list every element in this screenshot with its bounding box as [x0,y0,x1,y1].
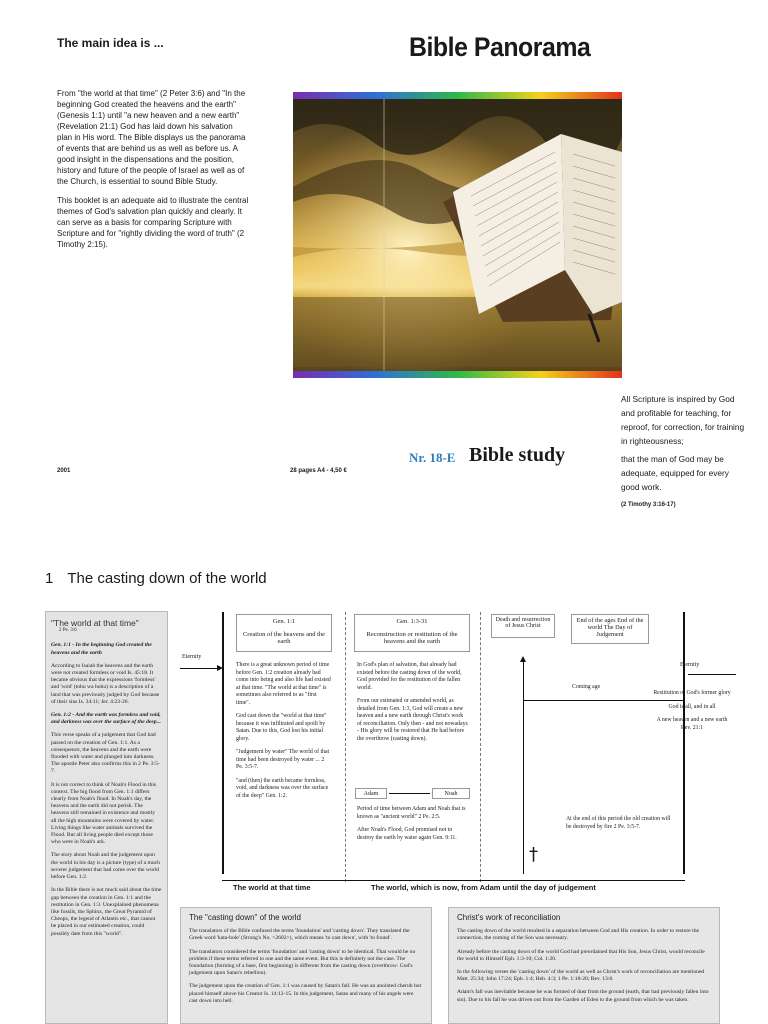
column-paragraph: God cast down the "world at that time" because it was infiltrated and spoilt by Satan. Due to this, God lost his initial glory. [236,713,327,742]
panel-paragraph: According to Isaiah the heavens and the earth were not created formless or void Is. 45:18. It became obvious that the expressions 'formless' and 'void' (tohu wa bohu) is a description of a land that was previously judged by God because of their sins Is. 34:11; Jer. 4:23-26. [51,662,160,705]
booklet-number: Nr. 18-E [409,450,456,465]
column-paragraph: From our estimated or amended world, as detailed from Gen. 1:3, God will create a new heaven and a new earth through Christ's work of reconciliation. Only then - and not nowadays - His glory will be restored that He had before the overthrow (casting down). [357,698,468,742]
box-reference: Gen. 1:3-31 [396,618,428,625]
booklet-subtitle: Bible study [469,444,566,466]
cross-icon: † [529,844,538,865]
panel-paragraph: The judgement upon the creation of Gen. 1:1 was caused by Satan's fall. He was an anointed cherub but placed himself above his Creator Is. 14:12-15. In this judgement, Satan and many of his angels were cast down into hell. [189,983,422,1004]
panel-paragraph: In the Bible there is not much said about the time gap between the creation in Gen. 1:1 and the restitution in Gen. 1:3. Unexplained phenomena like fossils, the Sphinx, the Great Pyramid of Cheops, the legend of Atlantis etc., that cannot be placed in our estimated creation, could possibly date from this "world". [51,887,162,937]
eternity-left-label: Eternity [182,654,202,660]
arrow-up-icon [520,656,526,662]
panel-title: "The world at that time" [51,618,139,628]
panel-paragraph: It is not correct to think of Noah's Flood in this context. The big flood from Gen. 1:1 differs clearly from Noah's flood. In Noah's day, the heavens and the earth did not perish. The heavens still remained in existence and mostly all the high mountains were covered by water. Living things like water animals survived the Flood. But all living people died except those who were in Noah's ark. [51,781,157,846]
sunset-bible-image [293,92,622,378]
box-text: Reconstruction or restitution of the heavens and the earth [366,631,458,645]
section-heading [45,570,267,587]
panel-title: Christ's work of reconciliation [457,913,561,922]
timeline-divider [683,612,685,874]
column-paragraph: "Judgement by water" The world of that time had been destroyed by water ... 2 Pe. 3:5-7. [236,749,330,770]
scripture-paragraph: All Scripture is inspired by God and profitable for teaching, for reproof, for correction, for training in righteousness; [621,394,745,446]
column-paragraph: Restitution of God's former glory [653,690,731,696]
death-resurrection-box: Death and resurrection of Jesus Christ [491,614,555,638]
timeline-divider-dashed [345,612,346,882]
eternity-line [688,674,736,675]
scripture-paragraph: that the man of God may be adequate, equipped for every good work. [621,454,729,492]
world-at-that-time-panel [45,611,168,1024]
timeline-divider-dashed [480,612,481,882]
span-line-right [347,880,685,881]
end-of-ages-box: End of the ages End of the world The Day of Judgement [571,614,649,644]
column-paragraph: In God's plan of salvation, that already had existed before the casting down of the world, God provided for the restitution of the fallen world. [357,662,462,691]
intro-paragraph: This booklet is an adequate aid to illustrate the central themes of God's salvation plan quickly and clearly. It can serve as a basis for comparing Scripture with Scripture and for "rightly dividing the word of truth" (2 Timothy 2:15). [57,196,249,249]
intro-text [57,88,249,258]
adam-box: Adam [355,788,387,799]
panel-paragraph: In the following verses the 'casting down' of the world as well as Christ's work of reconciliation are mentioned Matt. 25:34; John 17:24; Eph. 1:4; Heb. 4:3; 1 Pe. 1:18-20; Rev. 13:8. [457,969,705,983]
panel-reference: 2 Pe. 3:6 [59,628,77,634]
gen13-box [354,614,470,652]
creation-column [236,662,332,806]
coming-age-label: Coming age [572,684,601,690]
panel-paragraph: The translators of the Bible confused the terms 'foundation' and 'casting down'. They translated the Greek word 'kata-bole' (Strong's No. <2602>), which means 'to cast down', with 'to found'. [189,928,410,942]
timeline-divider [222,612,224,874]
restitution-column [357,662,469,749]
casting-down-panel [180,907,432,1024]
page-count-price: 28 pages A4 - 4,50 € [290,468,347,474]
ancient-world-text [357,806,469,848]
world-now-label: The world, which is now, from Adam until the day of judgement [371,883,596,892]
gen11-box [236,614,332,652]
span-line-left [222,880,347,881]
panel-paragraph: Already before the casting down of the world God had preordained that His Son, Jesus Christ, would reconcile the world to Himself Eph. 1:3-10; Col. 1:20. [457,948,705,962]
publication-year: 2001 [57,468,71,474]
box-text: Creation of the heavens and the earth [242,631,326,645]
end-period-text: At the end of this period the old creation will be destroyed by fire 2 Pe. 3:5-7. [566,816,671,830]
eternity-right-label: Eternity [680,662,700,668]
section-title: The casting down of the world [67,570,267,587]
cover-photo [293,92,622,378]
section-number: 1 [45,570,54,587]
panel-paragraph: The translators considered the terms 'foundation' and 'casting down' to be identical. That would be no problem if these terms referred to one and the same event. But this is definitely not the case. The foundation (forming of a base, first beginning) is different from the casting down (overthrow: God's judgement upon Satan's rebellion). [189,948,416,977]
column-paragraph: "and (then) the earth became formless, void, and darkness was over the surface of the deep" Gen. 1:2. [236,777,329,799]
column-paragraph: There is a great unknown period of time before Gen. 1:2 creation already had come into being and also life had existed at that time. "The world at that time" is sometimes also referred to as "first time". [236,662,331,706]
panel-paragraph: This verse speaks of a judgement that God had passed on the creation of Gen. 1:1. As a consequence, the heavens and the earth were flooded with water and plunged into darkness. The apostle Peter also confirms this in 2 Pe. 3:5-7. [51,732,160,775]
panel-paragraph: Adam's fall was inevitable because he was formed of dust from the ground (earth, that had previously fallen into sin). Due to his fall he was driven out from the Garden of Eden to the ground from which he was taken. [457,989,709,1003]
column-paragraph: A new heaven and a new earth Rev. 21:1 [656,717,728,731]
cross-line [523,660,524,874]
column-paragraph: After Noah's Flood, God promised not to destroy the earth by water again Gen. 9:11. [357,827,457,841]
intro-paragraph: From "the world at that time" (2 Peter 3:6) and "In the beginning God created the heavens and the earth" (Genesis 1:1) until "a new heaven and a new earth" (Revelation 21:1) God has laid down his salvation plan in His word. The Bible displays us the panorama of events that are behind us as well as before us. A good insight in the dispensations and the position, history and future of the people of Israel as well as of the Church, is essential to sound Bible Study. [57,89,246,186]
noah-box: Noah [432,788,470,799]
panel-paragraph: The casting down of the world resulted in a separation between God and His creation. In order to restore the connection, the coming of the Son was necessary. [457,928,700,942]
new-creation-column [652,690,732,738]
adam-noah-arrow [389,793,430,794]
panel-quote: Gen. 1:1 - In the beginning God created the heavens and the earth [51,642,152,656]
arrow-line [180,668,220,669]
panel-title: The "casting down" of the world [189,913,301,922]
scripture-quote [621,392,747,512]
panel-quote: Gen. 1:2 - And the earth was formless and void, and darkness was over the surface of the deep... [51,712,161,726]
column-paragraph: God is all, and in all [668,703,716,710]
page-title: Bible Panorama [409,32,591,62]
intro-heading: The main idea is ... [57,36,164,50]
scripture-reference: (2 Timothy 3:16-17) [621,502,676,508]
world-at-that-time-label: The world at that time [233,883,311,892]
box-reference: Gen. 1:1 [272,618,296,625]
reconciliation-panel [448,907,720,1024]
column-paragraph: Period of time between Adam and Noah that is known as "ancient world" 2 Pe. 2:5. [357,806,466,820]
panel-paragraph: The story about Noah and the judgement upon the world in his day is a picture (type) of a much severer judgement that had come over the world before Gen. 1:2. [51,852,160,881]
